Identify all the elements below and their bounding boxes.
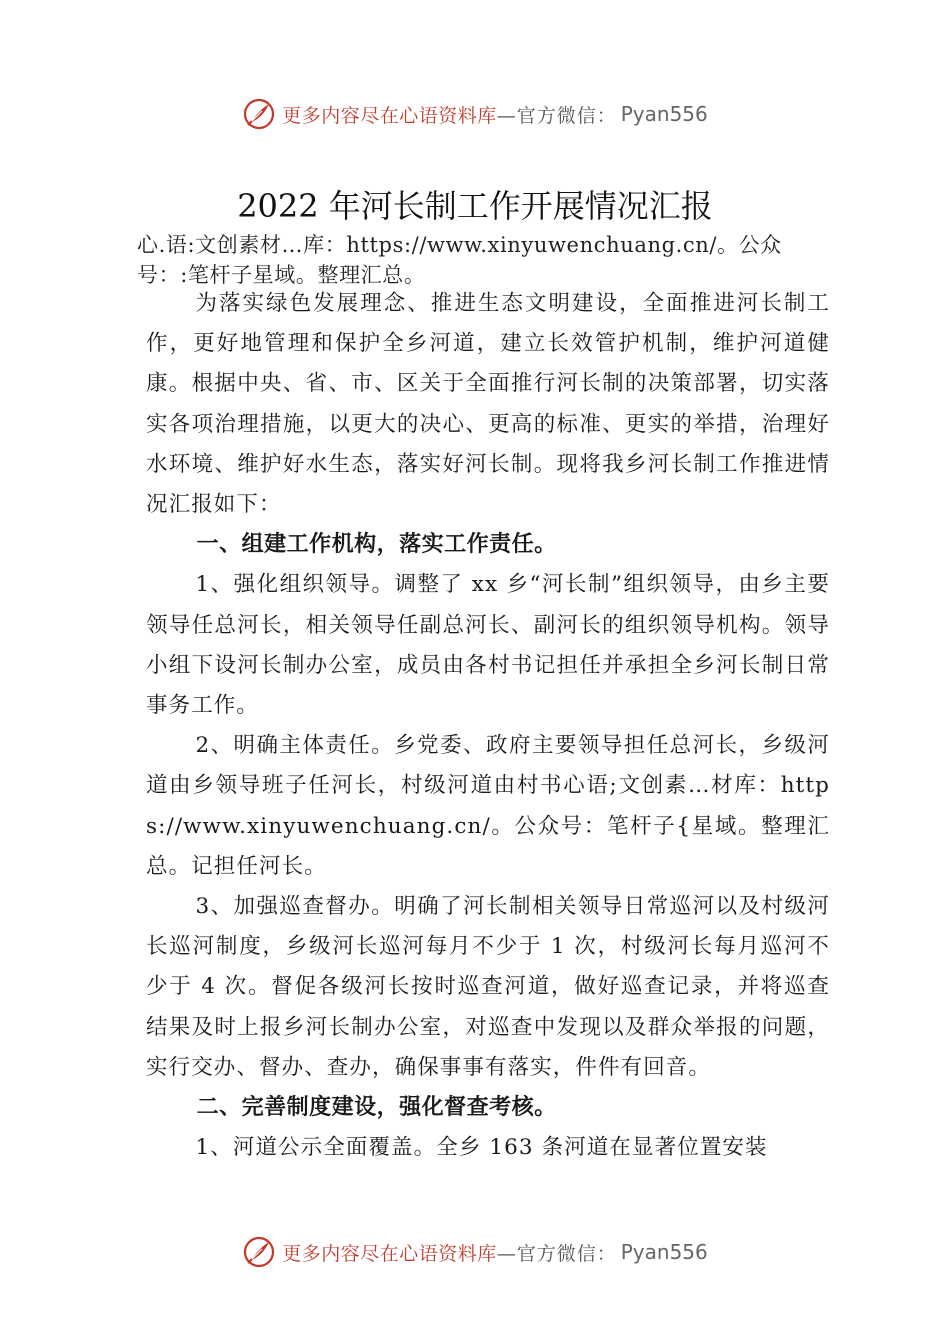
watermark-wechat-id: Pyan556: [620, 1240, 708, 1264]
watermark-dash-text: —官方微信：: [496, 1242, 617, 1265]
watermark-dash-text: —官方微信：: [496, 104, 617, 127]
feather-pen-logo-icon: [242, 97, 276, 131]
section1-item-3: 3、加强巡查督办。明确了河长制相关领导日常巡河以及村级河长巡河制度，乡级河长巡河每月不少于 1 次，村级河长每月巡河不少于 4 次。督促各级河长按时巡查河道，做好巡查记录，并将巡查结果及时上报乡河长制办公室，对巡查中发现以及群众举报的问题，实行交办、督办、查办，确保事事有落实，件件有回音。: [146, 894, 830, 1080]
section1-heading: 一、组建工作机构，落实工作责任。: [196, 532, 557, 558]
document-body: [146, 284, 830, 1168]
section1-item-1: 1、强化组织领导。调整了 xx 乡“河长制”组织领导，由乡主要领导任总河长，相关领导任副总河长、副河长的组织领导机构。领导小组下设河长制办公室，成员由各村书记担任并承担全乡河长制日常事务工作。: [146, 572, 830, 719]
section2-item-1: 1、河道公示全面覆盖。全乡 163 条河道在显著位置安装: [195, 1135, 768, 1161]
source-note: 心.语:文创素材…库：https://www.xinyuwenchuang.cn/。公众号：:笔杆子星域。整理汇总。: [137, 233, 782, 287]
watermark-banner-top: [0, 94, 950, 134]
feather-pen-logo-icon: [242, 1235, 276, 1269]
section2-heading: 二、完善制度建设，强化督查考核。: [196, 1095, 557, 1121]
watermark-site-text: 更多内容尽在心语资料库: [282, 1242, 497, 1265]
watermark-site-text: 更多内容尽在心语资料库: [282, 104, 497, 127]
section1-item-2: 2、明确主体责任。乡党委、政府主要领导担任总河长，乡级河道由乡领导班子任河长，村级河道由村书心语;文创素…材库：https://www.xinyuwenchuang.cn/。公众号：笔杆子{星域。整理汇总。记担任河长。: [146, 733, 830, 879]
watermark-banner-bottom: [0, 1232, 950, 1272]
intro-paragraph: 为落实绿色发展理念、推进生态文明建设，全面推进河长制工作，更好地管理和保护全乡河道，建立长效管护机制，维护河道健康。根据中央、省、市、区关于全面推行河长制的决策部署，切实落实各项治理措施，以更大的决心、更高的标准、更实的举措，治理好水环境、维护好水生态，落实好河长制。现将我乡河长制工作推进情况汇报如下：: [146, 291, 830, 518]
document-title: 2022 年河长制工作开展情况汇报: [237, 187, 713, 225]
watermark-wechat-id: Pyan556: [620, 102, 708, 126]
